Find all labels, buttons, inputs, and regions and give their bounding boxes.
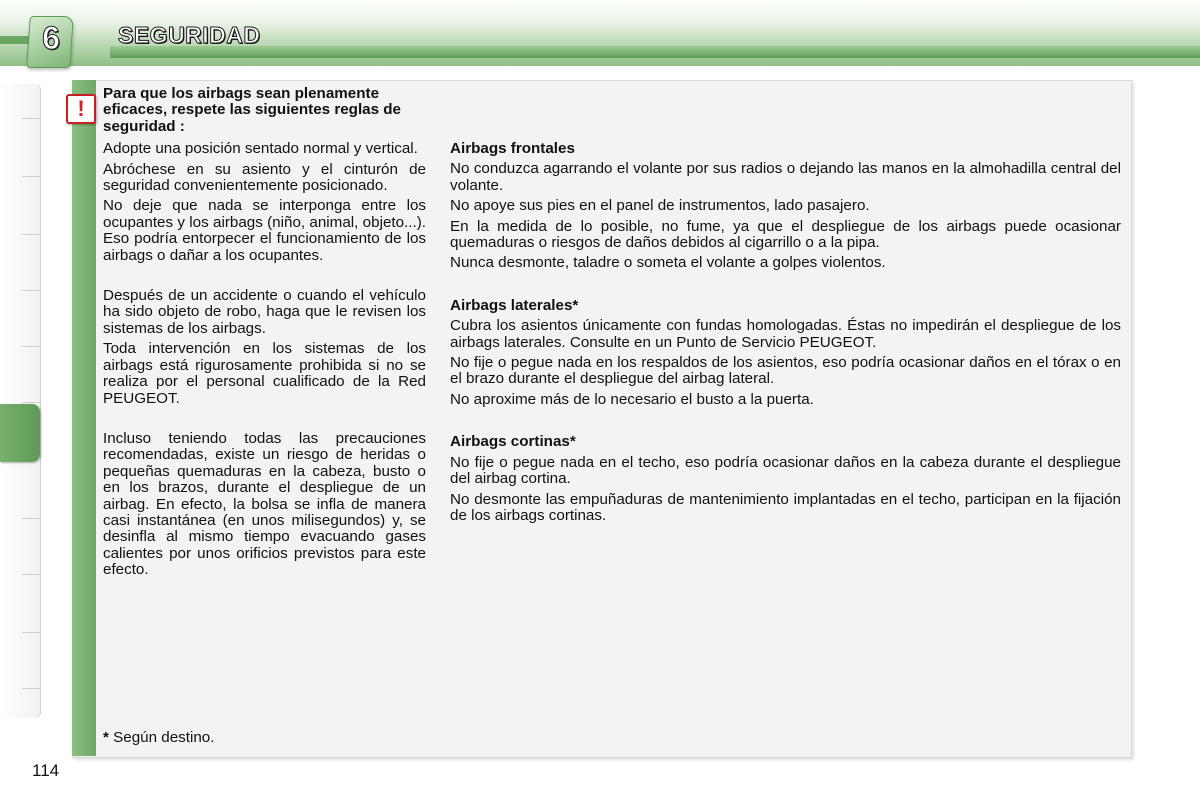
side-tab-divider bbox=[22, 176, 40, 177]
side-tab-divider bbox=[22, 402, 40, 403]
paragraph: Abróchese en su asiento y el cinturón de seguridad convenientemente posicionado. bbox=[103, 160, 426, 195]
panel-accent-bar bbox=[72, 80, 96, 756]
paragraph: No fije o pegue nada en el techo, eso podría ocasionar daños en la cabeza durante el despliegue del airbag cortina. bbox=[450, 453, 1121, 488]
left-column bbox=[103, 86, 426, 583]
warning-intro: Para que los airbags sean plenamente eficaces, respete las siguientes reglas de seguridad : bbox=[103, 85, 402, 135]
section-title: SEGURIDAD bbox=[118, 22, 261, 48]
paragraph: Cubra los asientos únicamente con fundas homologadas. Éstas no impedirán el despliegue de los airbags laterales. Consulte en un Punto de Servicio PEUGEOT. bbox=[450, 317, 1121, 351]
paragraph: No deje que nada se interponga entre los ocupantes y los airbags (niño, animal, objeto...). Eso podría entorpecer el funcionamiento de los airbags o dañar a los ocupantes. bbox=[103, 197, 426, 264]
paragraph: Toda intervención en los sistemas de los airbags está rigurosamente prohibida si no se realiza por el personal cualificado de la Red PEUGEOT. bbox=[103, 340, 426, 407]
side-tab-divider bbox=[22, 632, 40, 633]
paragraph: No fije o pegue nada en los respaldos de los asientos, eso podría ocasionar daños en el tórax o en el brazo durante el despliegue del airbag lateral. bbox=[450, 354, 1121, 388]
paragraph: No conduzca agarrando el volante por sus radios o dejando las manos en la almohadilla central del volante. bbox=[450, 160, 1121, 194]
paragraph: No desmonte las empuñaduras de mantenimiento implantadas en el techo, participan en la fijación de los airbags cortinas. bbox=[450, 490, 1121, 524]
page-number: 114 bbox=[32, 761, 60, 780]
spacer bbox=[103, 411, 426, 431]
spacer bbox=[450, 412, 1121, 434]
paragraph: No apoye sus pies en el panel de instrumentos, lado pasajero. bbox=[450, 197, 870, 215]
chapter-number: 6 bbox=[42, 20, 60, 56]
footnote-text: Según destino. bbox=[108, 729, 215, 746]
side-tab-index bbox=[0, 84, 41, 718]
paragraph: No aproxime más de lo necesario el busto a la puerta. bbox=[450, 390, 814, 408]
right-column bbox=[450, 141, 1121, 528]
spacer bbox=[450, 276, 1121, 298]
section-heading: Airbags frontales bbox=[450, 140, 575, 157]
paragraph: Adopte una posición sentado normal y vertical. bbox=[103, 140, 418, 158]
side-tab-active bbox=[0, 404, 40, 462]
paragraph: Incluso teniendo todas las precauciones recomendadas, existe un riesgo de heridas o pequeñas quemaduras en la cabeza, busto o en los brazos, durante el despliegue de un airbag. En efecto, la bolsa se infla de manera casi instantánea (en unos milisegundos) y, se desinfla al mismo tiempo evacuando gases calientes por unos orificios previstos para este efecto. bbox=[103, 429, 426, 579]
side-tab-divider bbox=[22, 118, 40, 119]
side-tab-divider bbox=[22, 234, 40, 235]
footnote bbox=[103, 729, 214, 746]
side-tab-divider bbox=[22, 518, 40, 519]
side-tab-divider bbox=[22, 346, 40, 347]
side-tab-divider bbox=[22, 688, 40, 689]
side-tab-divider bbox=[22, 574, 40, 575]
spacer bbox=[103, 268, 426, 288]
section-heading: Airbags cortinas* bbox=[450, 433, 576, 451]
header-rule bbox=[110, 46, 1200, 58]
section-heading: Airbags laterales* bbox=[450, 296, 579, 314]
warning-icon: ! bbox=[66, 94, 96, 124]
paragraph: Después de un accidente o cuando el vehículo ha sido objeto de robo, haga que le revisen los sistemas de los airbags. bbox=[103, 287, 426, 337]
paragraph: Nunca desmonte, taladre o someta el volante a golpes violentos. bbox=[450, 254, 886, 272]
footnote-asterisk: * bbox=[103, 729, 109, 746]
paragraph: En la medida de lo posible, no fume, ya que el despliegue de los airbags puede ocasionar quemaduras o riesgos de daños debidos al cigarrillo o a la pipa. bbox=[450, 217, 1121, 252]
side-tab-divider bbox=[22, 290, 40, 291]
